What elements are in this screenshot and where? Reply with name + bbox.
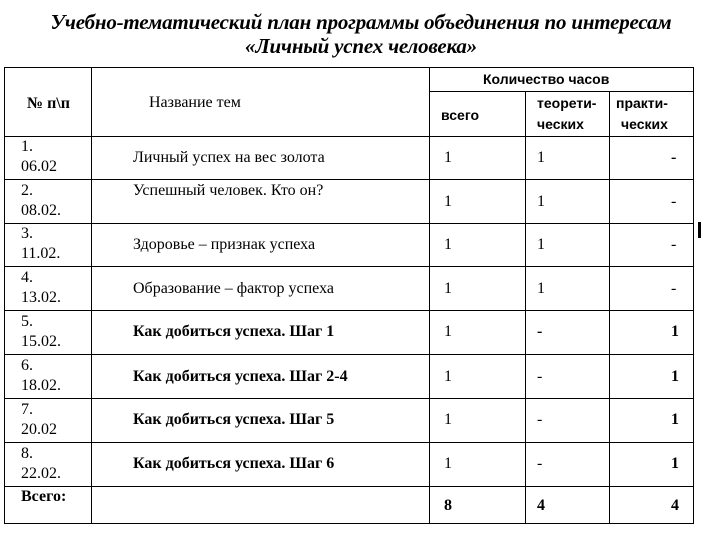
row-total: 1 [444,149,452,166]
row-topic: Как добиться успеха. Шаг 5 [133,411,335,428]
grid-line [525,91,526,523]
row-date: 11.02. [21,245,61,262]
grid-line [5,223,693,224]
row-total: 1 [444,193,452,210]
curriculum-table [4,67,694,524]
row-theory: - [537,455,543,472]
col-header-hours: Количество часов [483,71,610,87]
row-practice: - [671,280,677,297]
totals-theory: 4 [537,497,545,514]
row-theory: - [537,323,543,340]
totals-total: 8 [444,497,452,514]
grid-line [609,91,610,523]
grid-line [5,136,693,137]
col-header-topic: Название тем [149,94,241,111]
totals-practice: 4 [671,497,679,514]
grid-line [5,179,693,180]
row-num: 8. [21,445,33,462]
row-total: 1 [444,236,452,253]
row-theory: 1 [537,236,545,253]
grid-line [5,442,693,443]
grid-line [5,310,693,311]
row-date: 13.02. [21,289,61,306]
row-topic: Как добиться успеха. Шаг 2-4 [133,368,348,385]
col-header-total: всего [441,107,480,123]
row-total: 1 [444,323,452,340]
grid-line [5,398,693,399]
row-practice: - [671,149,677,166]
row-num: 3. [21,225,33,242]
totals-label: Всего: [21,488,67,505]
row-total: 1 [444,280,452,297]
row-num: 7. [21,401,33,418]
row-date: 18.02. [21,377,61,394]
col-header-theory-2: ческих [537,116,584,132]
col-header-num: № п\п [27,95,70,112]
col-header-practice-1: практи- [616,95,668,111]
row-practice: 1 [671,411,679,428]
row-practice: 1 [671,455,679,472]
grid-line [5,486,693,487]
row-theory: 1 [537,193,545,210]
grid-line [429,91,693,92]
row-date: 15.02. [21,333,61,350]
row-num: 4. [21,269,33,286]
row-total: 1 [444,411,452,428]
row-theory: - [537,368,543,385]
row-topic: Образование – фактор успеха [133,280,334,297]
row-num: 5. [21,313,33,330]
row-date: 06.02 [21,158,57,175]
row-practice: 1 [671,323,679,340]
text-cursor-mark [698,222,701,238]
row-total: 1 [444,368,452,385]
row-practice: - [671,193,677,210]
row-practice: 1 [671,368,679,385]
grid-line [5,354,693,355]
row-date: 08.02. [21,202,61,219]
row-theory: - [537,411,543,428]
page-title: Учебно-тематический план программы объединения по интересам «Личный успех человека» [50,10,672,58]
row-date: 20.02 [21,421,57,438]
row-topic: Здоровье – признак успеха [133,236,316,253]
row-topic: Личный успех на вес золота [133,149,325,166]
row-topic: Как добиться успеха. Шаг 1 [133,323,335,340]
col-header-practice-2: ческих [621,116,668,132]
row-practice: - [671,236,677,253]
row-total: 1 [444,455,452,472]
row-num: 2. [21,182,33,199]
row-topic: Успешный человек. Кто он? [133,182,324,199]
row-theory: 1 [537,280,545,297]
col-header-theory-1: теорети- [537,95,597,111]
row-num: 1. [21,138,33,155]
row-date: 22.02. [21,465,61,482]
row-topic: Как добиться успеха. Шаг 6 [133,455,335,472]
grid-line [5,266,693,267]
row-num: 6. [21,357,33,374]
row-theory: 1 [537,149,545,166]
